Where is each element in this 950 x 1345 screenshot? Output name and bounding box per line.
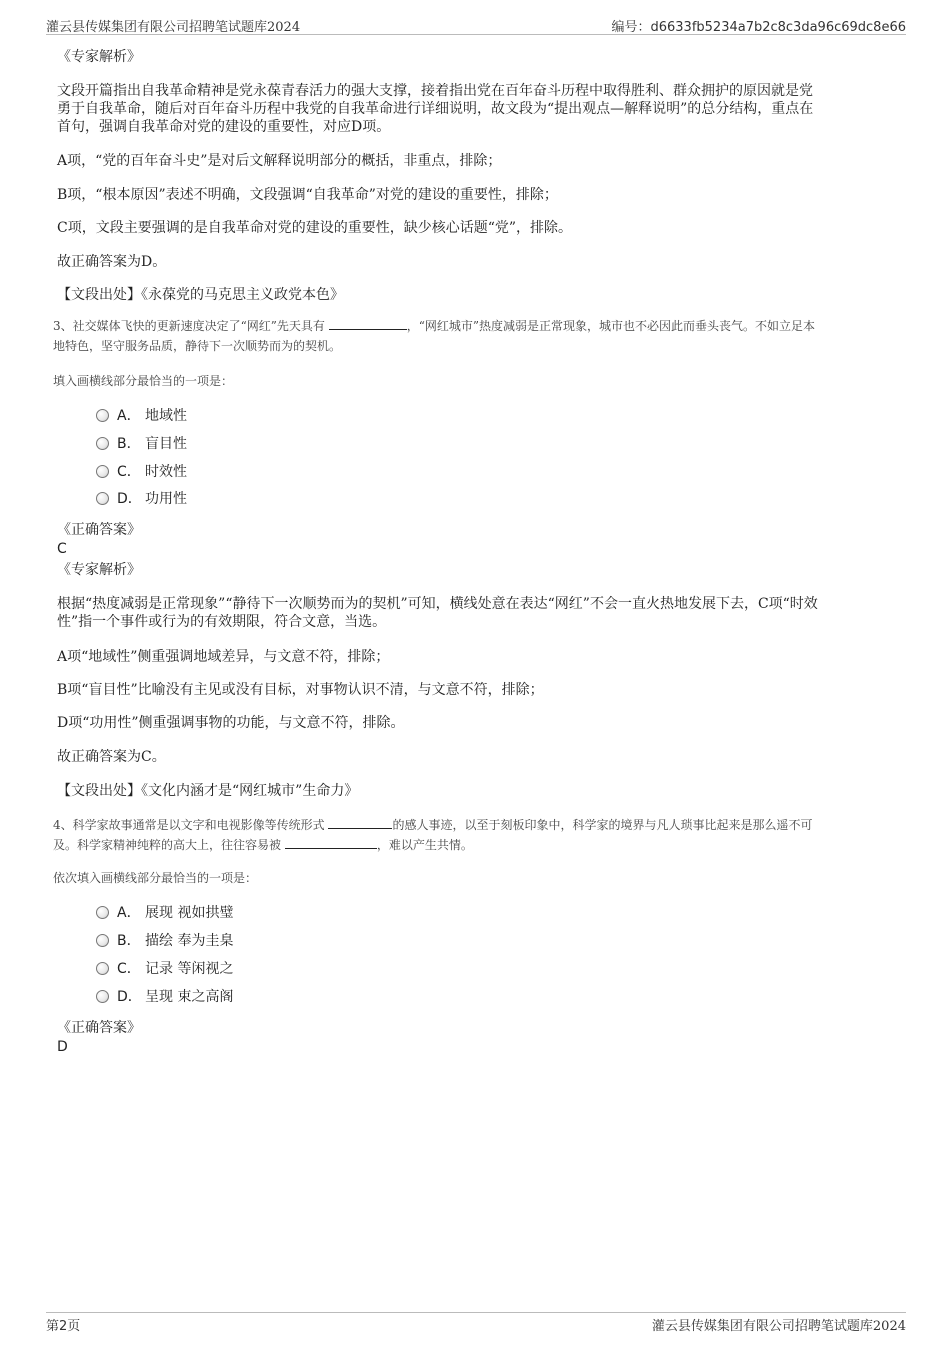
page-number: 第2页: [46, 1319, 81, 1334]
radio-icon[interactable]: [96, 990, 109, 1003]
analysis-heading: 《专家解析》: [57, 562, 141, 578]
analysis-line: 勇于自我革命，随后对百年奋斗历程中我党的自我革命进行详细说明，故文段为“提出观点—解释说明”的总分结构，重点在: [57, 101, 814, 117]
fill-blank: [285, 836, 377, 849]
correct-answer: C: [57, 541, 67, 557]
source-citation: 【文段出处】《文化内涵才是“网红城市”生命力》: [57, 783, 359, 799]
answer-statement: 故正确答案为D。: [57, 254, 167, 270]
document-id: 编号：d6633fb5234a7b2c8c3da96c69dc8e66: [611, 20, 906, 35]
analysis-option-a: A项“地域性”侧重强调地域差异，与文意不符，排除；: [57, 649, 390, 665]
analysis-heading: 《专家解析》: [57, 49, 141, 65]
question-prompt: 填入画横线部分最恰当的一项是：: [53, 374, 234, 388]
option-d[interactable]: D． 功用性: [96, 488, 187, 510]
analysis-paragraph: [57, 82, 887, 136]
analysis-option-c: C项，文段主要强调的是自我革命对党的建设的重要性，缺少核心话题“党”，排除。: [57, 220, 573, 236]
fill-blank: [329, 317, 407, 330]
radio-icon[interactable]: [96, 465, 109, 478]
radio-icon[interactable]: [96, 437, 109, 450]
option-a[interactable]: A． 展现 视如拱璧: [96, 902, 233, 924]
answer-heading: 《正确答案》: [57, 1020, 141, 1036]
page-header: [46, 14, 906, 35]
radio-icon[interactable]: [96, 962, 109, 975]
option-d[interactable]: D． 呈现 束之高阁: [96, 986, 233, 1008]
correct-answer: D: [57, 1039, 68, 1055]
question-stem: 4、科学家故事通常是以文字和电视影像等传统形式 的感人事迹，以至于刻板印象中，科学家的境界与凡人琐事比起来是那么遥不可 及。科学家精神纯粹的高大上，往往容易被 ，难以产生共情。: [53, 818, 813, 852]
footer-title: 灌云县传媒集团有限公司招聘笔试题库2024: [651, 1319, 906, 1334]
analysis-line: 首句，强调自我革命对党的建设的重要性，对应D项。: [57, 119, 391, 135]
option-b[interactable]: B． 盲目性: [96, 433, 187, 455]
question-stem: 3、社交媒体飞快的更新速度决定了“网红”先天具有 ，“网红城市”热度减弱是正常现象，城市也不必因此而垂头丧气。不如立足本 地特色，坚守服务品质，静待下一次顺势而为的契机。: [53, 319, 816, 353]
option-a[interactable]: A． 地域性: [96, 405, 187, 427]
option-c[interactable]: C． 记录 等闲视之: [96, 958, 233, 980]
page-footer: [46, 1312, 906, 1333]
fill-blank: [328, 816, 392, 829]
radio-icon[interactable]: [96, 409, 109, 422]
answer-heading: 《正确答案》: [57, 522, 141, 538]
analysis-option-b: B项“盲目性”比喻没有主见或没有目标，对事物认识不清，与文意不符，排除；: [57, 682, 544, 698]
analysis-option-b: B项，“根本原因”表述不明确，文段强调“自我革命”对党的建设的重要性，排除；: [57, 187, 558, 203]
option-b[interactable]: B． 描绘 奉为圭臬: [96, 930, 233, 952]
header-title: 灌云县传媒集团有限公司招聘笔试题库2024: [46, 20, 301, 35]
source-citation: 【文段出处】《永葆党的马克思主义政党本色》: [57, 287, 344, 303]
radio-icon[interactable]: [96, 906, 109, 919]
question-prompt: 依次填入画横线部分最恰当的一项是：: [53, 871, 258, 885]
analysis-option-a: A项，“党的百年奋斗史”是对后文解释说明部分的概括，非重点，排除；: [57, 153, 502, 169]
radio-icon[interactable]: [96, 934, 109, 947]
analysis-line: 性”指一个事件或行为的有效期限，符合文意，当选。: [57, 614, 387, 630]
analysis-option-d: D项“功用性”侧重强调事物的功能，与文意不符，排除。: [57, 715, 405, 731]
analysis-paragraph: [57, 595, 887, 631]
answer-statement: 故正确答案为C。: [57, 749, 166, 765]
radio-icon[interactable]: [96, 492, 109, 505]
analysis-line: 文段开篇指出自我革命精神是党永葆青春活力的强大支撑，接着指出党在百年奋斗历程中取得胜利、群众拥护的原因就是党: [57, 83, 813, 99]
option-c[interactable]: C． 时效性: [96, 461, 187, 483]
analysis-line: 根据“热度减弱是正常现象”“静待下一次顺势而为的契机”可知，横线处意在表达“网红”不会一直火热地发展下去，C项“时效: [57, 596, 818, 612]
